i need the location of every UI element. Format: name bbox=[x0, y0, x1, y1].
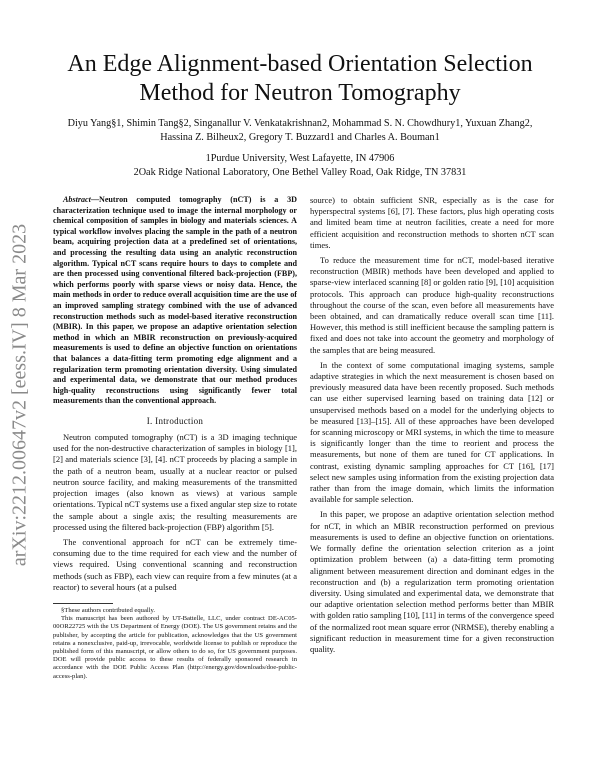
left-column bbox=[53, 195, 297, 681]
title-line-1: An Edge Alignment-based Orientation Selection bbox=[67, 51, 533, 77]
intro-paragraph-5: In the context of some computational imaging systems, sample adaptive strategies in which the next measurement is chosen based on previously measured data have been recently proposed. Such methods can use either supervised learning based on training data [12] or unsupervised methods based on a model for the underlying objects to be measured [13]–[15]. All of these approaches have been developed for scanning microscopy or MRI systems, in which the time to measure is significantly longer than the time to reorient and process the measurements, but none of them are tuned for CT applications. In contrast, existing dynamic sampling approaches for CT [16], [17] select new samples using information from the existing projection data rather than from the image domain, which limits the information available for sample selection. bbox=[310, 359, 554, 505]
affiliation-1: 1Purdue University, West Lafayette, IN 47906 bbox=[205, 153, 395, 164]
author-list bbox=[40, 117, 560, 145]
abstract bbox=[53, 195, 297, 407]
arxiv-stamp bbox=[5, 210, 35, 580]
intro-paragraph-2: The conventional approach for nCT can be extremely time-consuming due to the time required for each view and the number of views required. Using conventional scanning and reconstruction methods (such as FBP), each view can require from a few minutes (at a reactor) to several hours (at a pulsed bbox=[53, 536, 297, 592]
intro-paragraph-6: In this paper, we propose an adaptive orientation selection method for nCT, in which an MBIR reconstruction performed on previous measurements is used to define an objective function on orientations. We formally define the orientation selection criterion as a joint optimization problem between (a) a data-fitting term promoting alignment between measurement direction and dominant edges in the reconstruction and (b) a regularization term promoting orientation diversity. Using simulated and experimental data, we demonstrate that our adaptive orientation selection method performs better than MBIR with golden ratio sampling [10], [11] in terms of the convergence speed of the normalized root mean square error (NRMSE), thereby enabling a significant reduction in measurement time for a given reconstruction quality. bbox=[310, 509, 554, 654]
footnote-equal-contribution: §These authors contributed equally. bbox=[61, 606, 156, 614]
abstract-text: —Neutron computed tomography (nCT) is a 3D characterization technique used to image the internal morphology or chemical composition of samples in biology and materials sciences. A typical workflow involves placing the sample in the path of a neutron beam, acquiring projection data at a predefined set of orientations, and processing the resulting data using an analytic reconstruction algorithm. Typical nCT scans require hours to days to complete and are then processed using conventional filtered back-projection (FBP), which performs poorly with sparse views or noisy data. Hence, the main methods in order to reduce overall acquisition time are the use of an improved sampling strategy combined with the use of advanced reconstruction methods such as model-based iterative reconstruction (MBIR). In this paper, we propose an adaptive orientation selection method in which an MBIR reconstruction on previously-acquired measurements is used to define an objective function on orientations that balances a data-fitting term promoting edge alignment and a regularization term promoting orientation diversity. Using simulated and experimental data, we demonstrate that our method produces high-quality reconstructions using significantly fewer total measurements than the conventional approach. bbox=[53, 195, 297, 406]
affiliation-2: 2Oak Ridge National Laboratory, One Bethel Valley Road, Oak Ridge, TN 37831 bbox=[133, 167, 467, 178]
intro-paragraph-3: source) to obtain sufficient SNR, especially as is the case for hyperspectral systems [6], [7]. These factors, plus high operating costs and limited beam time at neutron facilities, create a need for more efficient acquisition and reconstruction methods to shorten nCT scan times. bbox=[310, 195, 554, 250]
author-line-1: Diyu Yang§1, Shimin Tang§2, Singanallur V. Venkatakrishnan2, Mohammad S. N. Chowdhury1, Yuxuan Zhang2, bbox=[67, 118, 533, 129]
abstract-lead: Abstract bbox=[63, 195, 91, 204]
footnote-copyright: This manuscript has been authored by UT-Battelle, LLC, under contract DE-AC05-00OR22725 with the US Department of Energy (DOE). The US government retains and the publisher, by accepting the article for publication, acknowledges that the US government retains a nonexclusive, paid-up, irrevocable, worldwide license to publish or reproduce the published form of this manuscript, or allow others to do so, for US government purposes. DOE will provide public access to these results of federally sponsored research in accordance with the DOE Public Access Plan (http://energy.gov/downloads/doe-public-access-plan). bbox=[53, 615, 297, 680]
footnote-rule bbox=[53, 603, 113, 604]
title-line-2: Method for Neutron Tomography bbox=[139, 80, 461, 106]
section-heading: I. Introduction bbox=[146, 415, 204, 426]
arxiv-id: arXiv:2212.00647v2 [eess.IV] 8 Mar 2023 bbox=[8, 223, 31, 567]
paper-title bbox=[40, 50, 560, 108]
author-line-2: Hassina Z. Bilheux2, Gregory T. Buzzard1 and Charles A. Bouman1 bbox=[160, 132, 440, 143]
right-column bbox=[310, 195, 554, 655]
affiliations bbox=[40, 152, 560, 180]
intro-paragraph-1: Neutron computed tomography (nCT) is a 3D imaging technique used for the non-destructive characterization of samples in biology [1], [2] and materials science [3], [4]. nCT proceeds by placing a sample in the path of a neutron beam, usually at a nuclear reactor or pulsed neutron source facility, and making measurements of the transmitted projection images (also known as views) at various sample orientations. Typical nCT systems use a fixed angular step size to rotate the sample about a single axis; the resulting measurements are processed using the filtered back-projection (FBP) algorithm [5]. bbox=[53, 432, 297, 532]
intro-paragraph-4: To reduce the measurement time for nCT, model-based iterative reconstruction (MBIR) methods have been developed and applied to sparse-view interlaced scanning [8] or golden ratio [9], [10] acquisition protocols. This approach can produce high-quality reconstructions throughout the course of the scan, even before all measurements have been obtained, and can dramatically reduce overall scan time [11]. However, this method is still inefficient because the sampling pattern is fixed and does not take into account the geometry and morphology of the samples that are being measured. bbox=[310, 255, 554, 355]
